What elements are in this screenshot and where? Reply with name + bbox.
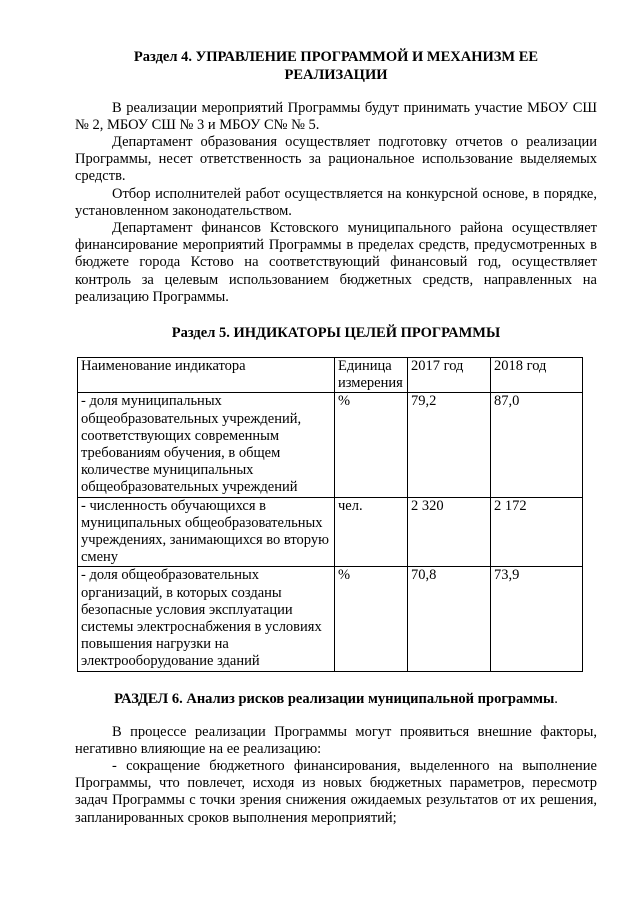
section-6-paragraph-2: - сокращение бюджетного финансирования, выделенного на выполнение Программы, что повлечет, исходя из новых бюджетных параметров, пересмотр задач Программы с точки зрения снижения ожидаемых результатов от их решения, запланированных сроков выполнения мероприятий; [75, 758, 597, 826]
section-6-heading [75, 690, 597, 708]
indicator-2018-value: 73,9 [491, 567, 583, 671]
header-2018: 2018 год [491, 358, 583, 393]
indicator-2017-value: 70,8 [408, 567, 491, 671]
header-unit: Единица измерения [335, 358, 408, 393]
table-header-row [78, 358, 583, 393]
section-4-title-line-2: РЕАЛИЗАЦИИ [284, 67, 388, 83]
section-6-paragraph-1: В процессе реализации Программы могут проявиться внешние факторы, негативно влияющие на ее реализацию: [75, 724, 597, 758]
indicator-name: - доля муниципальных общеобразовательных учреждений, соответствующих современным требованиям обучения, в общем количестве муниципальных общеобразовательных учреждений [78, 393, 335, 497]
indicator-name: - доля общеобразовательных организаций, в которых созданы безопасные условия эксплуатации системы электроснабжения в условиях повышения нагрузки на электрооборудование зданий [78, 567, 335, 671]
section-5-heading: Раздел 5. ИНДИКАТОРЫ ЦЕЛЕЙ ПРОГРАММЫ [171, 325, 501, 341]
header-indicator-name: Наименование индикатора [78, 358, 335, 393]
indicator-unit: % [335, 393, 408, 497]
table-row [78, 497, 583, 567]
indicator-unit: % [335, 567, 408, 671]
indicator-2018-value: 87,0 [491, 393, 583, 497]
indicator-2018-value: 2 172 [491, 497, 583, 567]
section-6-title: РАЗДЕЛ 6. Анализ рисков реализации муниципальной программы [114, 691, 555, 707]
section-4-title-line-1: Раздел 4. УПРАВЛЕНИЕ ПРОГРАММОЙ И МЕХАНИЗМ ЕЕ [133, 49, 539, 65]
table-row [78, 393, 583, 497]
section-4-heading [75, 48, 597, 84]
indicators-table [77, 357, 583, 672]
section-6-title-period: . [554, 691, 558, 707]
indicator-2017-value: 2 320 [408, 497, 491, 567]
table-row [78, 567, 583, 671]
section-4-paragraph-4: Департамент финансов Кстовского муниципального района осуществляет финансирование мероприятий Программы в пределах средств, предусмотренных в бюджете города Кстово на соответствующий финансовый год, осуществляет контроль за целевым использованием бюджетных средств, направленных на реализацию Программы. [75, 220, 597, 305]
indicator-2017-value: 79,2 [408, 393, 491, 497]
header-2017: 2017 год [408, 358, 491, 393]
section-4-paragraph-3: Отбор исполнителей работ осуществляется на конкурсной основе, в порядке, установленном законодательством. [75, 186, 597, 220]
indicator-name: - численность обучающихся в муниципальных общеобразовательных учреждениях, занимающихся во вторую смену [78, 497, 335, 567]
indicator-unit: чел. [335, 497, 408, 567]
section-4-paragraph-1: В реализации мероприятий Программы будут принимать участие МБОУ СШ № 2, МБОУ СШ № 3 и МБОУ С№ № 5. [75, 100, 597, 134]
section-4-paragraph-2: Департамент образования осуществляет подготовку отчетов о реализации Программы, несет ответственность за рациональное использование выделяемых средств. [75, 134, 597, 185]
